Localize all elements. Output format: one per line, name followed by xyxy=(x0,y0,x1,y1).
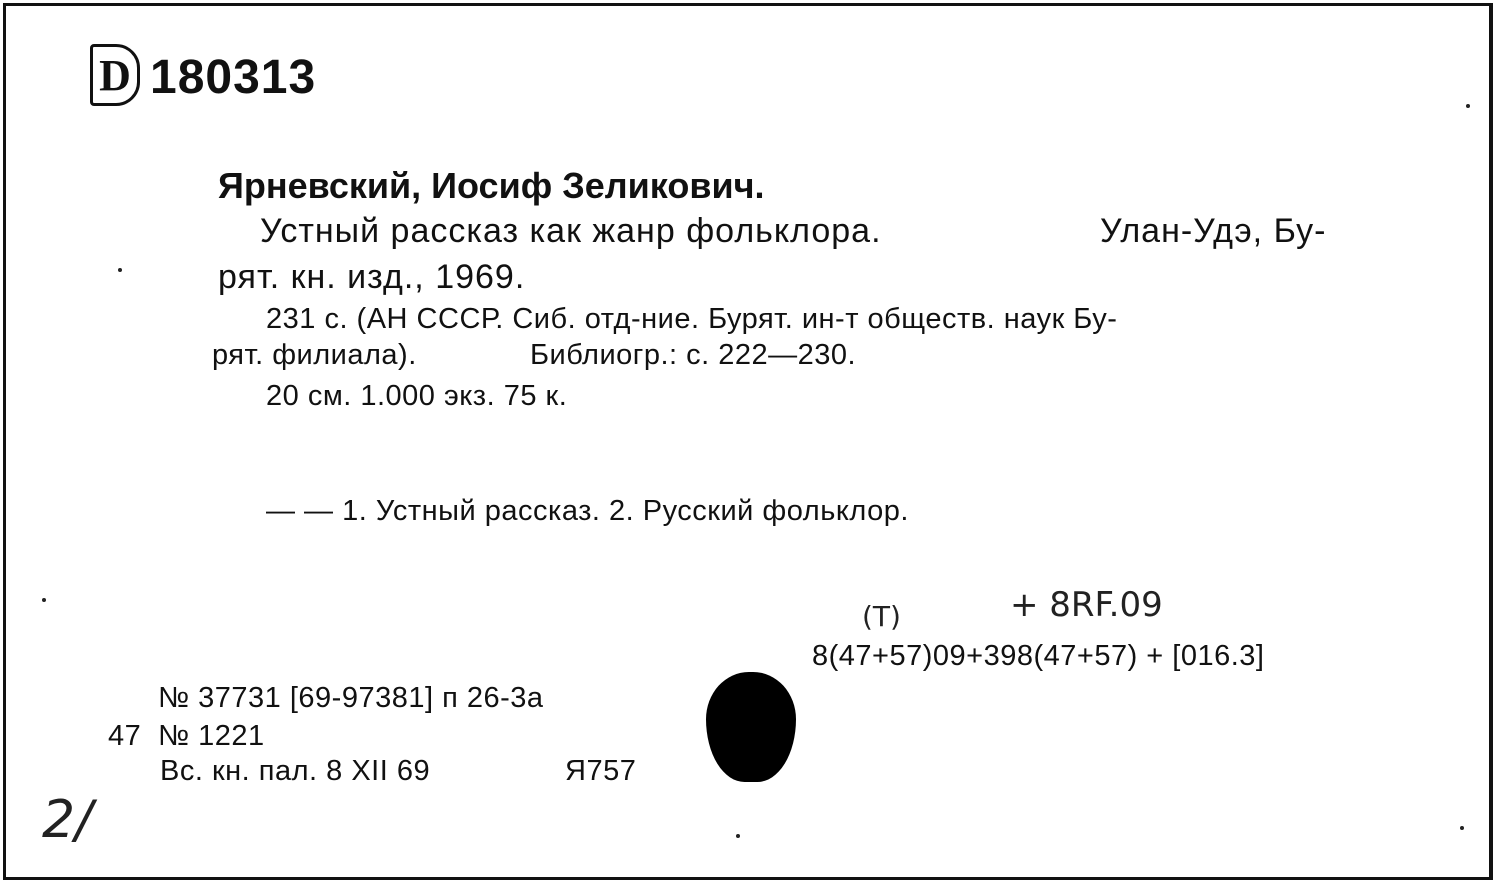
stamp-d-letter: D xyxy=(90,44,140,106)
speck xyxy=(1460,826,1464,830)
title-line-1: Устный рассказ как жанр фольклора. xyxy=(260,212,882,250)
handwritten-mark-2: 2/ xyxy=(42,790,93,850)
footer-line-1: № 37731 [69-97381] п 26-3а xyxy=(158,682,544,714)
bibliography-note: Библиогр.: с. 222—230. xyxy=(530,339,857,371)
speck xyxy=(42,598,46,602)
footer-prefix-47: 47 xyxy=(108,720,142,752)
author-name: Ярневский, Иосиф Зеликович. xyxy=(218,165,765,206)
description-line-1: 231 с. (АН СССР. Сиб. отд-ние. Бурят. ин-т обществ. наук Бу- xyxy=(266,303,1118,335)
footer-code: Я757 xyxy=(565,755,637,787)
description-line-3: 20 см. 1.000 экз. 75 к. xyxy=(266,380,568,412)
title-line-2: рят. кн. изд., 1969. xyxy=(218,258,526,296)
subject-headings: — — 1. Устный рассказ. 2. Русский фольклор. xyxy=(266,495,909,527)
description-line-2: рят. филиала). xyxy=(212,339,417,371)
classification-code: 8(47+57)09+398(47+57) + [016.3] xyxy=(812,640,1265,672)
footer-line-3: Вс. кн. пал. 8 XII 69 xyxy=(160,755,431,787)
footer-line-2: № 1221 xyxy=(158,720,265,752)
ink-blot xyxy=(706,672,796,782)
speck xyxy=(736,834,740,838)
place-line-1: Улан-Удэ, Бу- xyxy=(1100,212,1327,250)
speck xyxy=(118,268,122,272)
stamp-number: 180313 xyxy=(150,51,317,104)
speck xyxy=(1466,104,1470,108)
handwritten-mark-t: (Т) xyxy=(862,600,901,633)
handwritten-classification: + 8RF.09 xyxy=(1010,585,1163,625)
